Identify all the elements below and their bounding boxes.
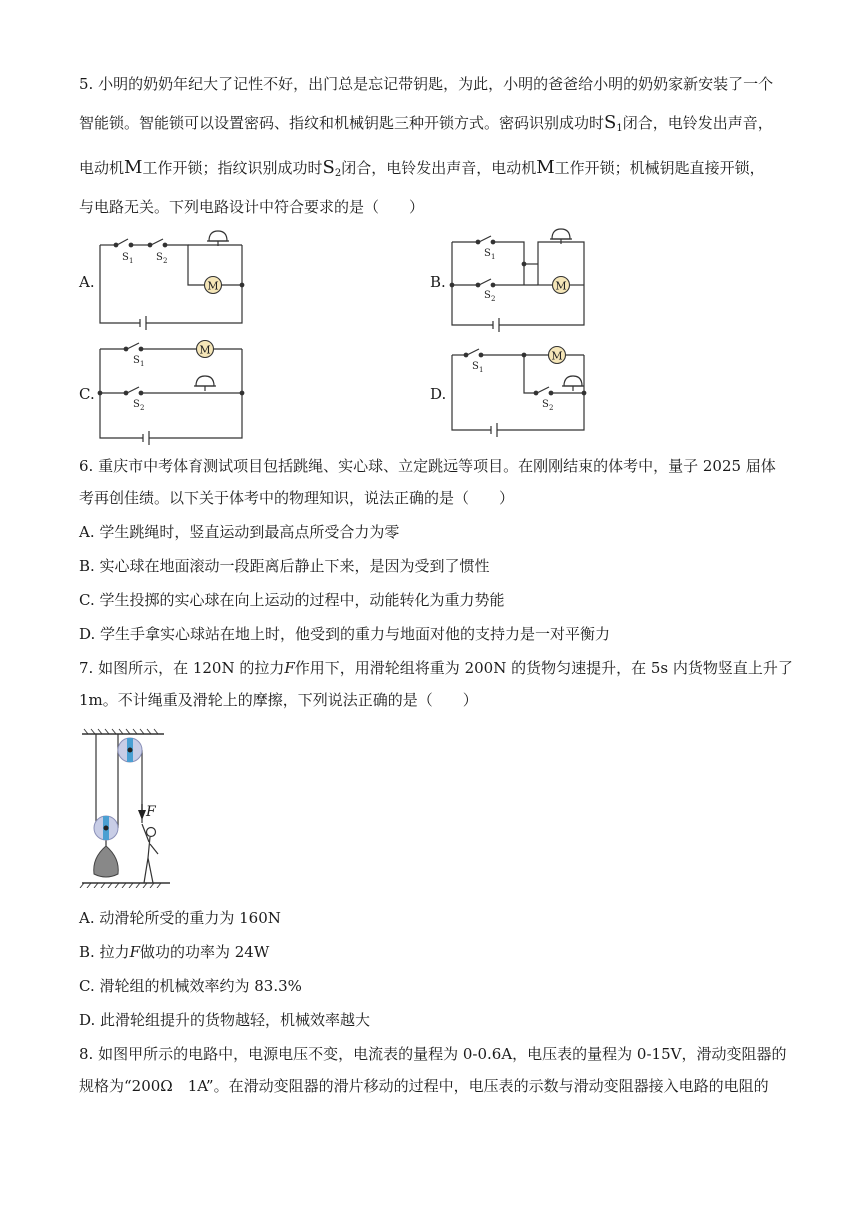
motor-m-symbol-2: M <box>536 157 555 178</box>
label-sub-d1: 1 <box>479 366 484 374</box>
q6-option-d: D. 学生手拿实心球站在地上时，他受到的重力与地面对他的支持力是一对平衡力 <box>79 625 611 643</box>
motor-label-c: M <box>199 343 211 357</box>
motor-icon-b <box>553 277 570 294</box>
q7-option-c: C. 滑轮组的机械效率约为 83.3% <box>79 977 302 995</box>
label-s-d2: S <box>542 399 549 410</box>
label-s-c1: S <box>133 355 140 366</box>
q5-line-2 <box>79 113 773 139</box>
cargo-bag-icon <box>94 846 119 877</box>
label-sub-a2: 2 <box>163 257 168 265</box>
label-s-b2: S <box>484 290 491 301</box>
switch-s2-sub: 2 <box>334 168 342 179</box>
person-icon <box>142 824 158 883</box>
motor-m-symbol: M <box>124 157 143 178</box>
q7-option-b <box>79 942 269 962</box>
force-f-symbol: F <box>284 659 295 677</box>
label-sub-b2: 2 <box>491 295 496 303</box>
label-sub-a1: 1 <box>129 257 134 265</box>
movable-pulley-icon <box>94 816 118 840</box>
q6-option-b: B. 实心球在地面滚动一段距离后静止下来，是因为受到了惯性 <box>79 557 490 575</box>
q5-line-3a: 电动机 <box>79 159 125 177</box>
circuit-a <box>100 231 244 330</box>
q6-option-a: A. 学生跳绳时，竖直运动到最高点所受合力为零 <box>79 523 400 541</box>
pulley-figure <box>78 728 188 888</box>
q7-option-d: D. 此滑轮组提升的货物越轻，机械效率越大 <box>79 1011 371 1029</box>
motor-label-d: M <box>551 349 563 363</box>
q6-line-2: 考再创佳绩。以下关于体考中的物理知识，说法正确的是（ ） <box>79 489 515 507</box>
q7-option-b-pre: B. 拉力 <box>79 943 130 961</box>
q8-line-1: 8. 如图甲所示的电路中，电源电压不变，电流表的量程为 0-0.6A，电压表的量程为 0-15V，滑动变阻器的 <box>79 1045 787 1063</box>
q5-line-3d: 工作开锁；机械钥匙直接开锁， <box>554 159 765 177</box>
q7-line-1b: 作用下，用滑轮组将重为 200N 的货物匀速提升，在 5s 内货物竖直上升了 <box>294 659 793 677</box>
q5-option-a-label: A. <box>79 273 95 291</box>
motor-label-b: M <box>555 279 567 293</box>
q7-line-1 <box>79 658 793 678</box>
label-sub-b1: 1 <box>491 253 496 261</box>
q6-line-1: 6. 重庆市中考体育测试项目包括跳绳、实心球、立定跳远等项目。在刚刚结束的体考中，量子 2025 届体 <box>79 457 776 475</box>
q5-option-b-label: B. <box>430 273 446 291</box>
q7-line-2: 1m。不计绳重及滑轮上的摩擦，下列说法正确的是（ ） <box>79 691 478 709</box>
label-s-b1: S <box>484 248 491 259</box>
label-s-d1: S <box>472 361 479 372</box>
q5-line-2b: 闭合，电铃发出声音， <box>622 114 773 132</box>
q5-line-3 <box>79 158 765 184</box>
q7-option-b-post: 做功的功率为 24W <box>139 943 270 961</box>
motor-icon-d <box>549 347 566 364</box>
switch-s2-symbol: S <box>322 157 335 178</box>
force-f-label: F <box>146 804 156 820</box>
q7-option-b-f: F <box>129 943 140 961</box>
switch-s1-symbol: S <box>604 112 617 133</box>
label-sub-c1: 1 <box>140 360 145 368</box>
q5-option-d-label: D. <box>430 385 447 403</box>
q5-line-2a: 智能锁。智能锁可以设置密码、指纹和机械钥匙三种开锁方式。密码识别成功时 <box>79 114 605 132</box>
q5-option-c-label: C. <box>79 385 95 403</box>
q8-line-2: 规格为“200Ω 1A”。在滑动变阻器的滑片移动的过程中，电压表的示数与滑动变阻器接入电路的电阻的 <box>79 1077 769 1095</box>
fixed-pulley-icon <box>118 738 142 762</box>
motor-icon-c <box>197 341 214 358</box>
q5-line-4: 与电路无关。下列电路设计中符合要求的是（ ） <box>79 198 425 216</box>
switch-s1-sub: 1 <box>616 123 623 134</box>
q6-option-c: C. 学生投掷的实心球在向上运动的过程中，动能转化为重力势能 <box>79 591 505 609</box>
q5-circuit-diagrams <box>0 222 860 452</box>
motor-label-a: M <box>207 279 219 293</box>
motor-icon-a <box>205 277 222 294</box>
force-arrow-icon <box>138 804 146 820</box>
q7-line-1a: 7. 如图所示，在 120N 的拉力 <box>79 659 285 677</box>
label-s-c2: S <box>133 399 140 410</box>
label-sub-d2: 2 <box>549 404 554 412</box>
q5-line-3c: 闭合，电铃发出声音，电动机 <box>341 159 537 177</box>
q5-line-1: 5. 小明的奶奶年纪大了记性不好，出门总是忘记带钥匙，为此，小明的爸爸给小明的奶奶家新安装了一个 <box>79 75 774 93</box>
label-sub-c2: 2 <box>140 404 145 412</box>
q7-option-a: A. 动滑轮所受的重力为 160N <box>79 909 281 927</box>
label-s-a1: S <box>122 252 129 263</box>
circuit-c <box>98 343 244 445</box>
q5-line-3b: 工作开锁；指纹识别成功时 <box>142 159 323 177</box>
label-s-a2: S <box>156 252 163 263</box>
